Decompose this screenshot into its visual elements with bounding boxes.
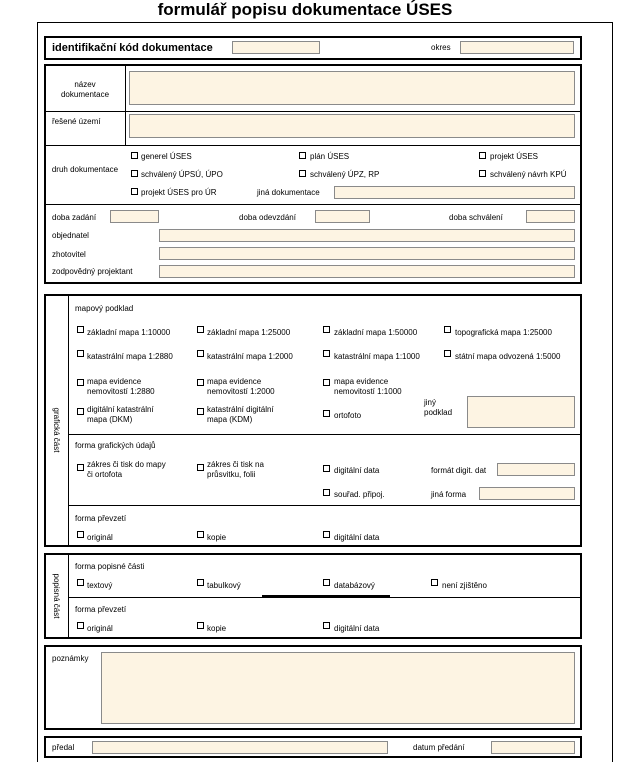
zhotovitel-label: zhotovitel (52, 250, 86, 259)
podklad-label: mapový podklad (75, 304, 134, 313)
podklad-option-2: základní mapa 1:50000 (334, 328, 418, 337)
ident-code-label: identifikační kód dokumentace (52, 42, 213, 54)
format-digit-label: formát digit. dat (431, 466, 487, 475)
jiny-podklad-label: jiný podklad (424, 398, 453, 417)
druh-option-4: schválený ÚPZ, RP (310, 170, 380, 179)
schvaleni-label: doba schválení (449, 213, 503, 222)
popisna-prevzeti-label: forma převzetí (75, 605, 127, 614)
podklad-option-13: ortofoto (334, 411, 362, 420)
forma-grafickych-label: forma grafických údajů (75, 441, 156, 450)
nazev-label: název dokumentace (60, 80, 110, 99)
forma-option-3: souřad. připoj. (334, 490, 385, 499)
podklad-option-10: mapa evidence nemovitostí 1:1000 (334, 377, 402, 396)
podklad-option-0: základní mapa 1:10000 (87, 328, 171, 337)
popisna-forma-option-2: databázový (334, 581, 375, 590)
graficka-prevzeti-option-1: kopie (207, 533, 227, 542)
popisna-prevzeti-option-1: kopie (207, 624, 227, 633)
popisna-forma-label: forma popisné části (75, 562, 145, 571)
graficka-prevzeti-option-0: originál (87, 533, 113, 542)
druh-option-5: schválený návrh KPÚ (490, 170, 567, 179)
druh-option-2: projekt ÚSES (490, 152, 539, 161)
podklad-option-9: mapa evidence nemovitostí 1:2000 (207, 377, 275, 396)
uzemi-label: řešené území (52, 117, 101, 126)
popisna-prevzeti-option-2: digitální data (334, 624, 380, 633)
poznamky-label: poznámky (52, 654, 89, 663)
podklad-option-4: katastrální mapa 1:2880 (87, 352, 173, 361)
page-frame (37, 22, 613, 762)
forma-option-0: zákres či tisk do mapy či ortofota (87, 460, 166, 479)
form-title: formulář popisu dokumentace ÚSES (157, 0, 453, 19)
druh-option-3: schválený ÚPSÚ, ÚPO (141, 170, 223, 179)
podklad-option-5: katastrální mapa 1:2000 (207, 352, 293, 361)
datum-predani-label: datum předání (413, 743, 465, 752)
podklad-option-8: mapa evidence nemovitostí 1:2880 (87, 377, 155, 396)
zadani-label: doba zadání (52, 213, 97, 222)
objednatel-label: objednatel (52, 231, 89, 240)
druh-label: druh dokumentace (51, 165, 119, 174)
podklad-option-3: topografická mapa 1:25000 (455, 328, 552, 337)
druh-option-6: projekt ÚSES pro ÚR (141, 188, 217, 197)
popisna-forma-option-0: textový (87, 581, 113, 590)
druh-option-1: plán ÚSES (310, 152, 350, 161)
podklad-option-12: katastrální digitální mapa (KDM) (207, 405, 274, 424)
graficka-prevzeti-label: forma převzetí (75, 514, 127, 523)
projektant-label: zodpovědný projektant (52, 267, 133, 276)
jina-dokumentace-label: jiná dokumentace (257, 188, 320, 197)
druh-option-0: generel ÚSES (141, 152, 192, 161)
podklad-option-6: katastrální mapa 1:1000 (334, 352, 420, 361)
predal-label: předal (52, 743, 75, 752)
popisna-forma-option-3: není zjištěno (442, 581, 487, 590)
forma-option-1: zákres či tisk na průsvitku, folii (207, 460, 264, 479)
okres-label: okres (431, 43, 451, 52)
forma-option-2: digitální data (334, 466, 380, 475)
popisna-forma-option-1: tabulkový (207, 581, 241, 590)
graficka-prevzeti-option-2: digitální data (334, 533, 380, 542)
popisna-prevzeti-option-0: originál (87, 624, 113, 633)
podklad-option-7: státní mapa odvozená 1:5000 (455, 352, 561, 361)
podklad-option-1: základní mapa 1:25000 (207, 328, 291, 337)
popisna-side-label: popisná část (52, 573, 61, 619)
odevzdani-label: doba odevzdání (239, 213, 296, 222)
graficka-side-label: grafická část (52, 407, 61, 453)
podklad-option-11: digitální katastrální mapa (DKM) (87, 405, 154, 424)
jina-forma-label: jiná forma (431, 490, 467, 499)
